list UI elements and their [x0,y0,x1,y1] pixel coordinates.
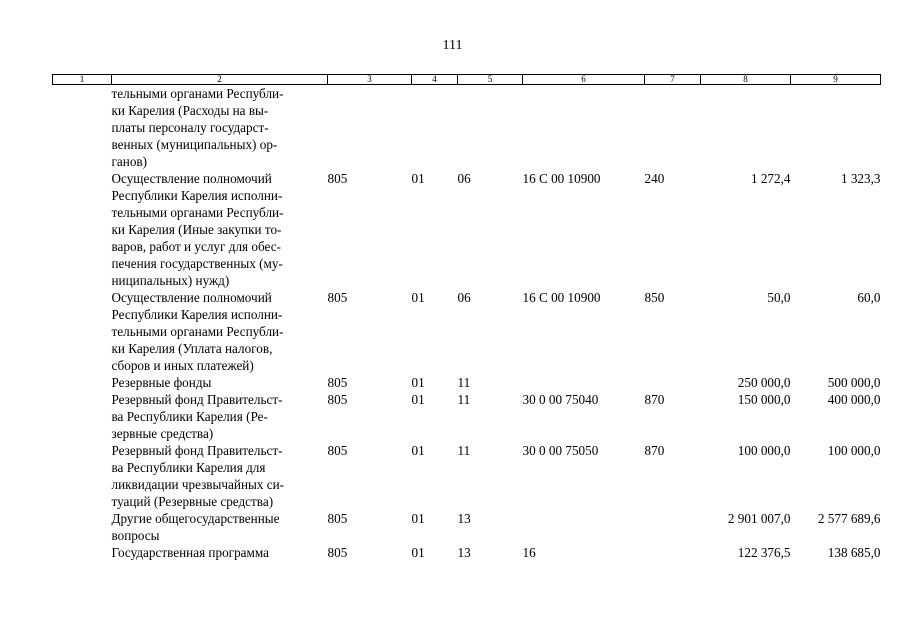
ministry-code: 805 [327,375,348,390]
amount-year-1: 150 000,0 [737,392,791,407]
table-row [53,391,881,442]
subsection-code [458,85,523,171]
expense-type-code [645,374,701,391]
amount-year-2: 500 000,0 [827,375,881,390]
section-code: 01 [411,375,425,390]
item-name-text: Резервный фонд Правительст- ва Республики Карелия для ликвидации чрезвычайных си- туаций (Резервные средства) [111,443,285,509]
table-row [53,85,881,171]
ministry-code [328,85,412,171]
expense-type-code: 850 [644,290,665,305]
subsection-code: 11 [457,443,471,458]
table-header [53,75,881,85]
subsection-code: 13 [457,511,471,526]
header-col-5: 5 [458,75,523,85]
section-code: 01 [411,443,425,458]
amount-year-1: 122 376,5 [737,545,791,560]
row-number-cell [53,391,112,442]
item-name-text: Другие общегосударственные вопросы [111,511,280,543]
item-name [112,170,328,289]
item-name [112,544,328,561]
row-number-cell [53,510,112,544]
target-article-code: 30 0 00 75050 [522,443,599,458]
amount-year-1: 2 901 007,0 [727,511,791,526]
row-number-cell [53,374,112,391]
amount-year-1: 100 000,0 [737,443,791,458]
section-code: 01 [411,545,425,560]
header-col-7: 7 [645,75,701,85]
table-body [53,85,881,562]
ministry-code: 805 [327,443,348,458]
item-name-text: тельными органами Республи- ки Карелия (Расходы на вы- платы персоналу государст- венных (муниципальных) ор- ганов) [111,86,284,169]
item-name [112,289,328,374]
ministry-code: 805 [327,171,348,186]
ministry-code: 805 [327,392,348,407]
target-article-code: 16 С 00 10900 [522,171,601,186]
row-number-cell [53,442,112,510]
table-row [53,374,881,391]
item-name [112,510,328,544]
ministry-code: 805 [327,545,348,560]
section-code: 01 [411,392,425,407]
ministry-code: 805 [327,290,348,305]
target-article-code [523,510,645,544]
subsection-code: 13 [457,545,471,560]
amount-year-1: 50,0 [767,290,791,305]
budget-table [52,74,881,561]
item-name-text: Резервный фонд Правительст- ва Республики Карелия (Ре- зервные средства) [111,392,283,441]
subsection-code: 11 [457,392,471,407]
target-article-code: 30 0 00 75040 [522,392,599,407]
target-article-code [523,374,645,391]
amount-year-2 [791,85,881,171]
header-col-1: 1 [53,75,112,85]
amount-year-2: 1 323,3 [840,171,881,186]
row-number-cell [53,85,112,171]
section-code: 01 [411,171,425,186]
item-name [112,85,328,171]
header-col-8: 8 [701,75,791,85]
expense-type-code: 870 [644,392,665,407]
page-number: 111 [442,38,463,53]
amount-year-2: 400 000,0 [827,392,881,407]
item-name [112,374,328,391]
target-article-code [523,85,645,171]
amount-year-2: 100 000,0 [827,443,881,458]
row-number-cell [53,289,112,374]
amount-year-1: 250 000,0 [737,375,791,390]
section-code: 01 [411,511,425,526]
amount-year-1 [701,85,791,171]
expense-type-code [645,85,701,171]
header-col-2: 2 [112,75,328,85]
expense-type-code: 240 [644,171,665,186]
amount-year-2: 138 685,0 [827,545,881,560]
header-col-3: 3 [328,75,412,85]
item-name-text: Резервные фонды [111,375,212,390]
item-name-text: Осуществление полномочий Республики Карелия исполни- тельными органами Республи- ки Карелия (Уплата налогов, сборов и иных платежей) [111,290,284,373]
subsection-code: 11 [457,375,471,390]
section-code: 01 [411,290,425,305]
target-article-code: 16 С 00 10900 [522,290,601,305]
amount-year-2: 60,0 [857,290,881,305]
header-col-9: 9 [791,75,881,85]
section-code [412,85,458,171]
amount-year-1: 1 272,4 [750,171,791,186]
table-row [53,442,881,510]
table-row [53,510,881,544]
header-col-6: 6 [523,75,645,85]
subsection-code: 06 [457,290,471,305]
ministry-code: 805 [327,511,348,526]
table-row [53,289,881,374]
amount-year-2: 2 577 689,6 [817,511,881,526]
expense-type-code [645,544,701,561]
subsection-code: 06 [457,171,471,186]
item-name-text: Осуществление полномочий Республики Карелия исполни- тельными органами Республи- ки Карелия (Иные закупки то- варов, работ и услуг для обес- печения государственных (му- ниципальных) нужд) [111,171,284,288]
item-name [112,391,328,442]
target-article-code: 16 [522,545,536,560]
expense-type-code: 870 [644,443,665,458]
table-row [53,544,881,561]
table-row [53,170,881,289]
item-name [112,442,328,510]
row-number-cell [53,544,112,561]
item-name-text: Государственная программа [111,545,269,560]
header-row [53,75,881,85]
header-col-4: 4 [412,75,458,85]
expense-type-code [645,510,701,544]
row-number-cell [53,170,112,289]
